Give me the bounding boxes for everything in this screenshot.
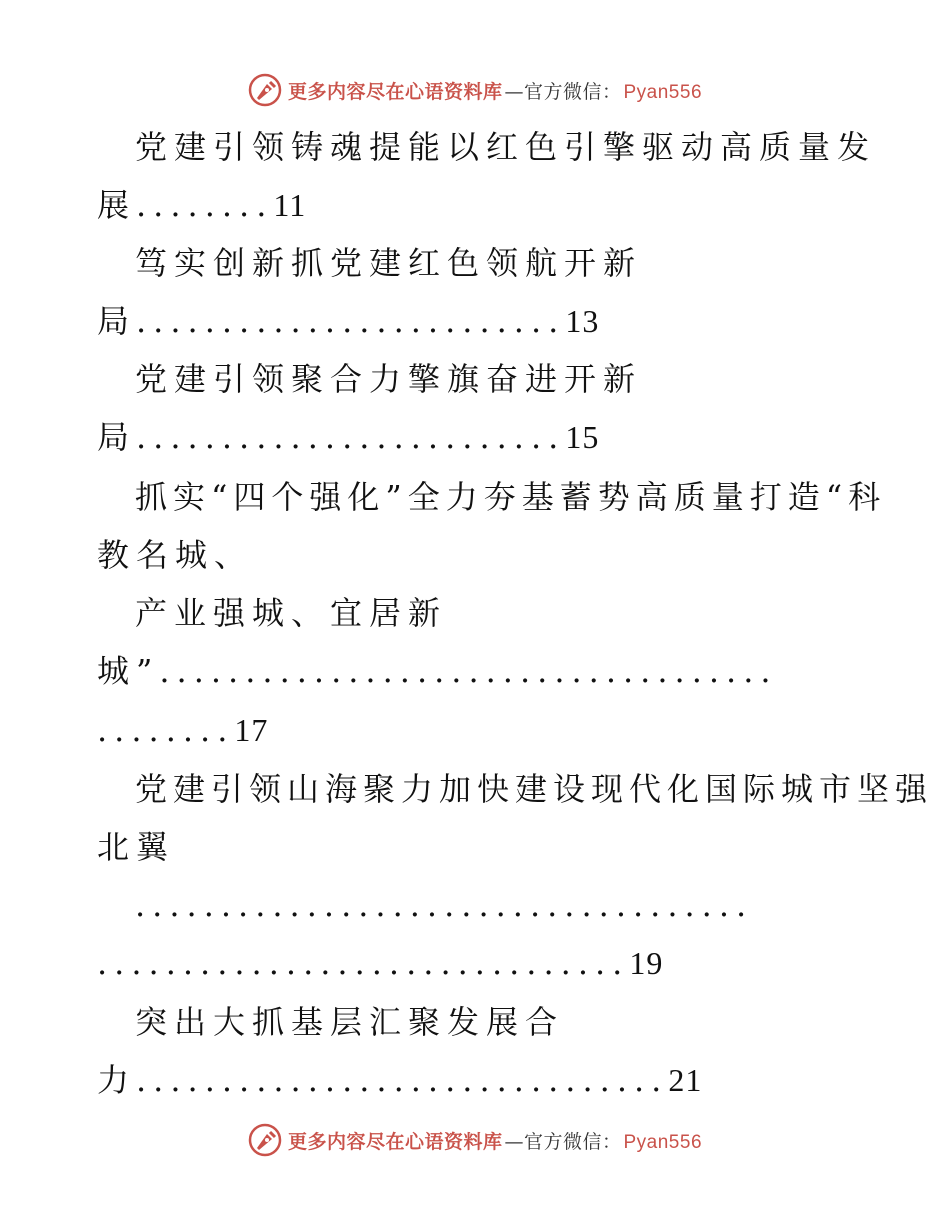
footer-watermark-banner (0, 1120, 950, 1160)
banner-main-text: 更多内容尽在心语资料库 (287, 1130, 503, 1153)
pen-nib-logo-icon (248, 73, 282, 107)
toc-entry-1-dots: 展........ (97, 186, 274, 224)
banner-official-text: —官方微信： (504, 1130, 622, 1153)
toc-entry-6-leader[interactable] (97, 1060, 702, 1100)
toc-entry-3-dots: 局......................... (97, 418, 566, 456)
toc-entry-4-leader[interactable] (97, 710, 268, 750)
toc-entry-5-title[interactable]: 党建引领山海聚力加快建设现代化国际城市坚强 (135, 770, 934, 808)
toc-entry-5-leader[interactable] (97, 943, 663, 983)
toc-entry-5-page: 19 (629, 945, 664, 981)
toc-entry-2-page: 13 (565, 303, 600, 339)
banner-wechat-id: Pyan556 (623, 1131, 703, 1153)
toc-entry-4-title-cont[interactable]: 教名城、 (97, 536, 254, 574)
toc-entry-1-leader[interactable] (97, 185, 306, 225)
toc-entry-2-dots: 局......................... (97, 302, 566, 340)
banner-text (288, 1127, 702, 1154)
toc-entry-3-title[interactable]: 党建引领聚合力擎旗奋进开新 (135, 360, 643, 398)
toc-entry-4-title[interactable]: 抓实“四个强化”全力夯基蓄势高质量打造“科 (135, 478, 887, 516)
banner-wechat-id: Pyan556 (623, 81, 703, 103)
toc-entry-4-dots: ........ (97, 711, 235, 749)
banner-text (288, 77, 702, 104)
toc-entry-3-page: 15 (565, 419, 600, 455)
toc-entry-4-title-cont2[interactable]: 产业强城、宜居新 (135, 594, 448, 632)
banner-official-text: —官方微信： (504, 80, 622, 103)
header-watermark-banner (0, 70, 950, 110)
toc-entry-1-title[interactable]: 党建引领铸魂提能以红色引擎驱动高质量发 (135, 128, 877, 166)
toc-entry-1-page: 11 (273, 187, 307, 223)
toc-entry-4-page: 17 (234, 712, 269, 748)
toc-entry-6-dots: 力............................... (97, 1061, 669, 1099)
toc-entry-4-title-end[interactable]: 城”.................................... (97, 652, 778, 690)
toc-entry-6-title[interactable]: 突出大抓基层汇聚发展合 (135, 1003, 565, 1041)
toc-entry-3-leader[interactable] (97, 417, 599, 457)
toc-entry-5-dots: ............................... (97, 944, 630, 982)
toc-entry-5-title-cont[interactable]: 北翼 (97, 828, 176, 866)
banner-main-text: 更多内容尽在心语资料库 (287, 80, 503, 103)
pen-nib-logo-icon (248, 1123, 282, 1157)
toc-entry-2-title[interactable]: 笃实创新抓党建红色领航开新 (135, 244, 643, 282)
toc-entry-2-leader[interactable] (97, 301, 599, 341)
toc-entry-6-page: 21 (668, 1062, 703, 1098)
toc-entry-5-dots-line[interactable]: .................................... (135, 886, 754, 924)
